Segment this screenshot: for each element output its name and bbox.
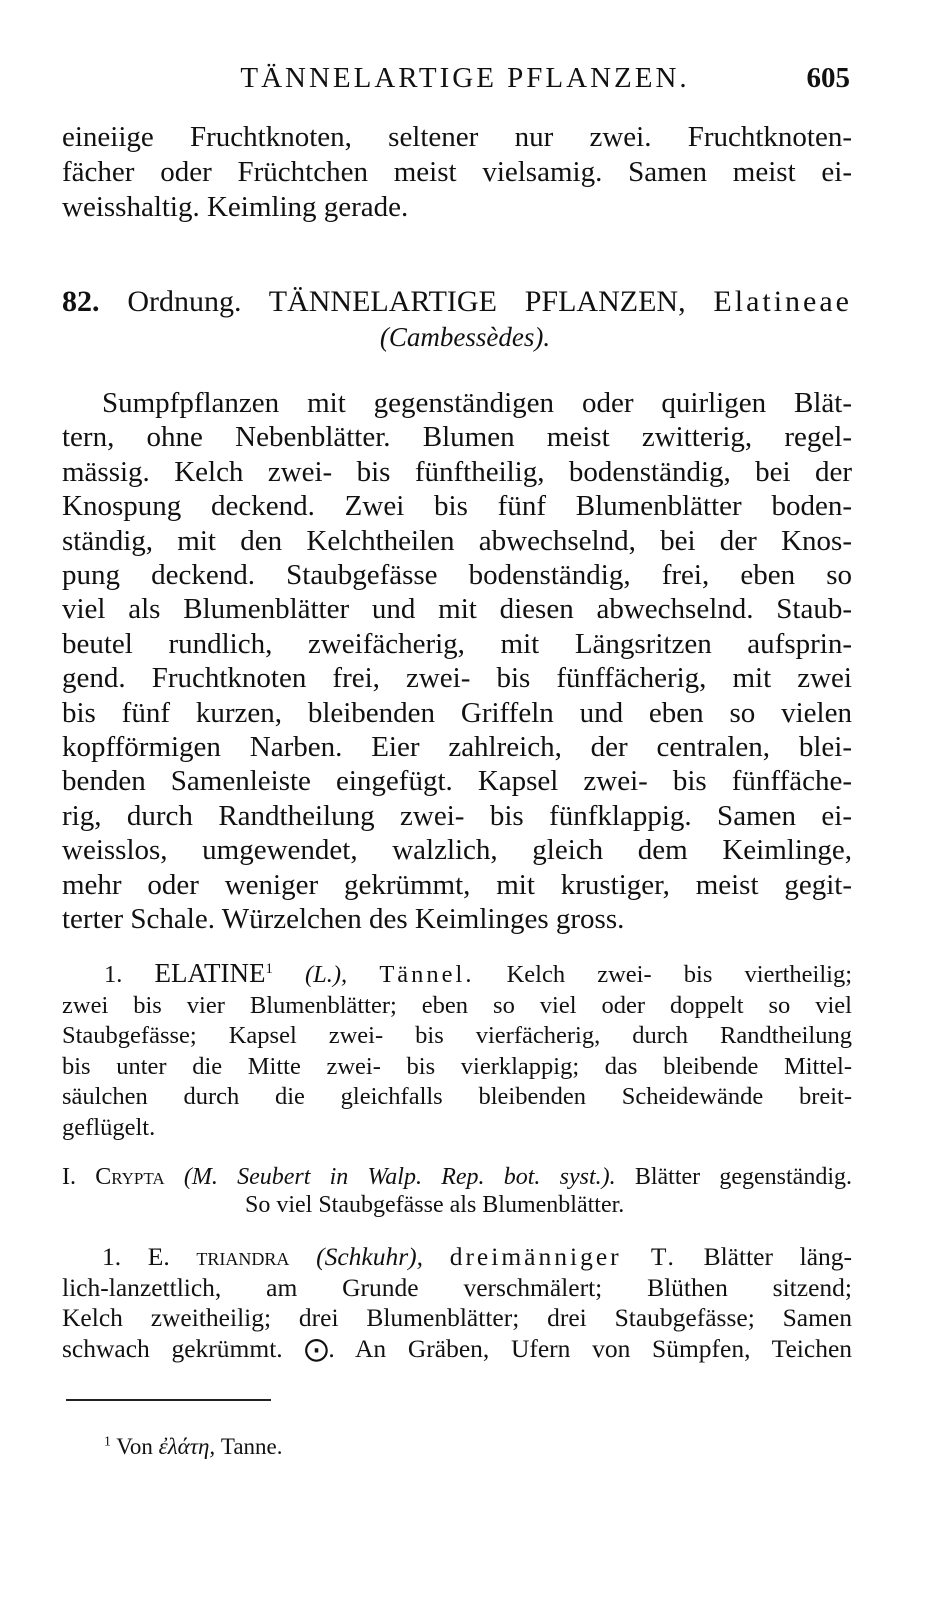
intro-paragraph — [62, 120, 852, 225]
text-line: gend. Fruchtknoten frei, zwei- bis fünffächerig, mit zwei — [62, 662, 852, 695]
species-name: triandra — [196, 1242, 290, 1271]
section-text-line2: So viel Staubgefässe als Blumenblätter. — [245, 1192, 625, 1218]
text-line: zwei bis vier Blumenblätter; eben so viel oder doppelt so viel — [62, 991, 852, 1019]
section-reference: (M. Seubert in Walp. Rep. bot. syst.). — [183, 1164, 616, 1190]
footnote-rule — [66, 1399, 271, 1401]
text-line: viel als Blumenblätter und mit diesen abwechselnd. Staub- — [62, 593, 852, 626]
genus-name: ELATINE — [154, 958, 266, 988]
text-line: beutel rundlich, zweifächerig, mit Längsritzen aufsprin- — [62, 627, 852, 660]
running-title: TÄNNELARTIGE PFLANZEN. — [240, 62, 690, 94]
text-line: Knospung deckend. Zwei bis fünf Blumenblätter boden- — [62, 490, 852, 523]
text-line: eineiige Fruchtknoten, seltener nur zwei. Fruchtknoten- — [62, 121, 852, 153]
text-line: Staubgefässe; Kapsel zwei- bis vierfächerig, durch Randtheilung — [62, 1022, 852, 1049]
order-latin: Elatineae — [713, 285, 852, 318]
text-line: mässig. Kelch zwei- bis fünftheilig, bodenständig, bei der — [62, 455, 852, 488]
text-line: fächer oder Früchtchen meist vielsamig. Samen meist ei- — [62, 156, 852, 188]
species-number: 1. E. — [102, 1242, 170, 1271]
species-text-end: . An Gräben, Ufern von Sümpfen, Teichen — [328, 1333, 853, 1363]
text-line: benden Samenleiste eingefügt. Kapsel zwei- bis fünffäche- — [62, 765, 852, 798]
text-line: Kelch zweitheilig; drei Blumenblätter; drei Staubgefässe; Samen — [62, 1303, 852, 1332]
text-line: terter Schale. Würzelchen des Keimlinges gross. — [62, 903, 625, 936]
order-author: (Cambessèdes). — [379, 322, 551, 352]
section-text: Blätter gegenständig. — [634, 1164, 852, 1190]
order-description — [62, 386, 852, 937]
text-line: bis fünf kurzen, bleibenden Griffeln und eben so vielen — [62, 696, 852, 729]
page-number: 605 — [806, 62, 850, 94]
footnote-number: 1 — [104, 1433, 111, 1449]
genus-text: Kelch zwei- bis viertheilig; — [506, 961, 853, 988]
footnote-mark: 1 — [265, 960, 273, 977]
section-heading — [62, 1162, 852, 1192]
text-line: weisslos, umgewendet, walzlich, gleich dem Keimlinge, — [62, 834, 852, 867]
text-line: weisshaltig. Keimling gerade. — [62, 191, 409, 223]
footnote — [104, 1434, 283, 1460]
text-line: pung deckend. Staubgefässe bodenständig, frei, eben so — [62, 559, 852, 592]
species-author: (Schkuhr), — [316, 1242, 424, 1271]
footnote-text-suffix: Tanne. — [220, 1434, 283, 1459]
text-line: rig, durch Randtheilung zwei- bis fünfklappig. Samen ei- — [62, 799, 852, 832]
text-line: mehr oder weniger gekrümmt, mit krustiger, meist gegit- — [62, 868, 852, 901]
species-entry — [62, 1242, 852, 1364]
genus-author: (L.), — [304, 961, 348, 988]
order-number: 82. — [62, 285, 100, 318]
order-name: TÄNNELARTIGE PFLANZEN, — [268, 285, 686, 318]
text-line: Sumpfpflanzen mit gegenständigen oder quirligen Blät- — [102, 387, 852, 419]
order-heading — [62, 284, 852, 320]
footnote-greek: ἐλάτη, — [158, 1434, 216, 1459]
species-text-end-start: schwach gekrümmt. — [62, 1333, 283, 1363]
text-line: tern, ohne Nebenblätter. Blumen meist zwitterig, regel- — [62, 421, 852, 454]
text-line: kopfförmigen Narben. Eier zahlreich, der centralen, blei- — [62, 731, 852, 764]
species-common-name: dreimänniger T. — [449, 1242, 677, 1271]
genus-entry — [62, 958, 852, 1143]
text-line: geflügelt. — [62, 1113, 156, 1141]
text-line: lich-lanzettlich, am Grunde verschmälert; Blüthen sitzend; — [62, 1272, 852, 1302]
text-line: bis unter die Mitte zwei- bis vierklappig; das bleibende Mittel- — [62, 1052, 852, 1080]
order-word: Ordnung. — [127, 285, 242, 318]
section-numeral: I. — [62, 1164, 76, 1190]
section-name: Crypta — [95, 1164, 165, 1190]
footnote-text-prefix: Von — [116, 1434, 153, 1459]
annual-symbol-icon: ⨀ — [304, 1334, 329, 1363]
text-line: säulchen durch die gleichfalls bleibenden Scheidewände breit- — [62, 1083, 852, 1110]
text-line: ständig, mit den Kelchtheilen abwechselnd, bei der Knos- — [62, 524, 852, 557]
genus-common-name: Tännel. — [379, 961, 475, 988]
genus-number: 1. — [104, 961, 123, 988]
species-text: Blätter läng- — [703, 1242, 853, 1271]
running-header — [0, 62, 930, 102]
